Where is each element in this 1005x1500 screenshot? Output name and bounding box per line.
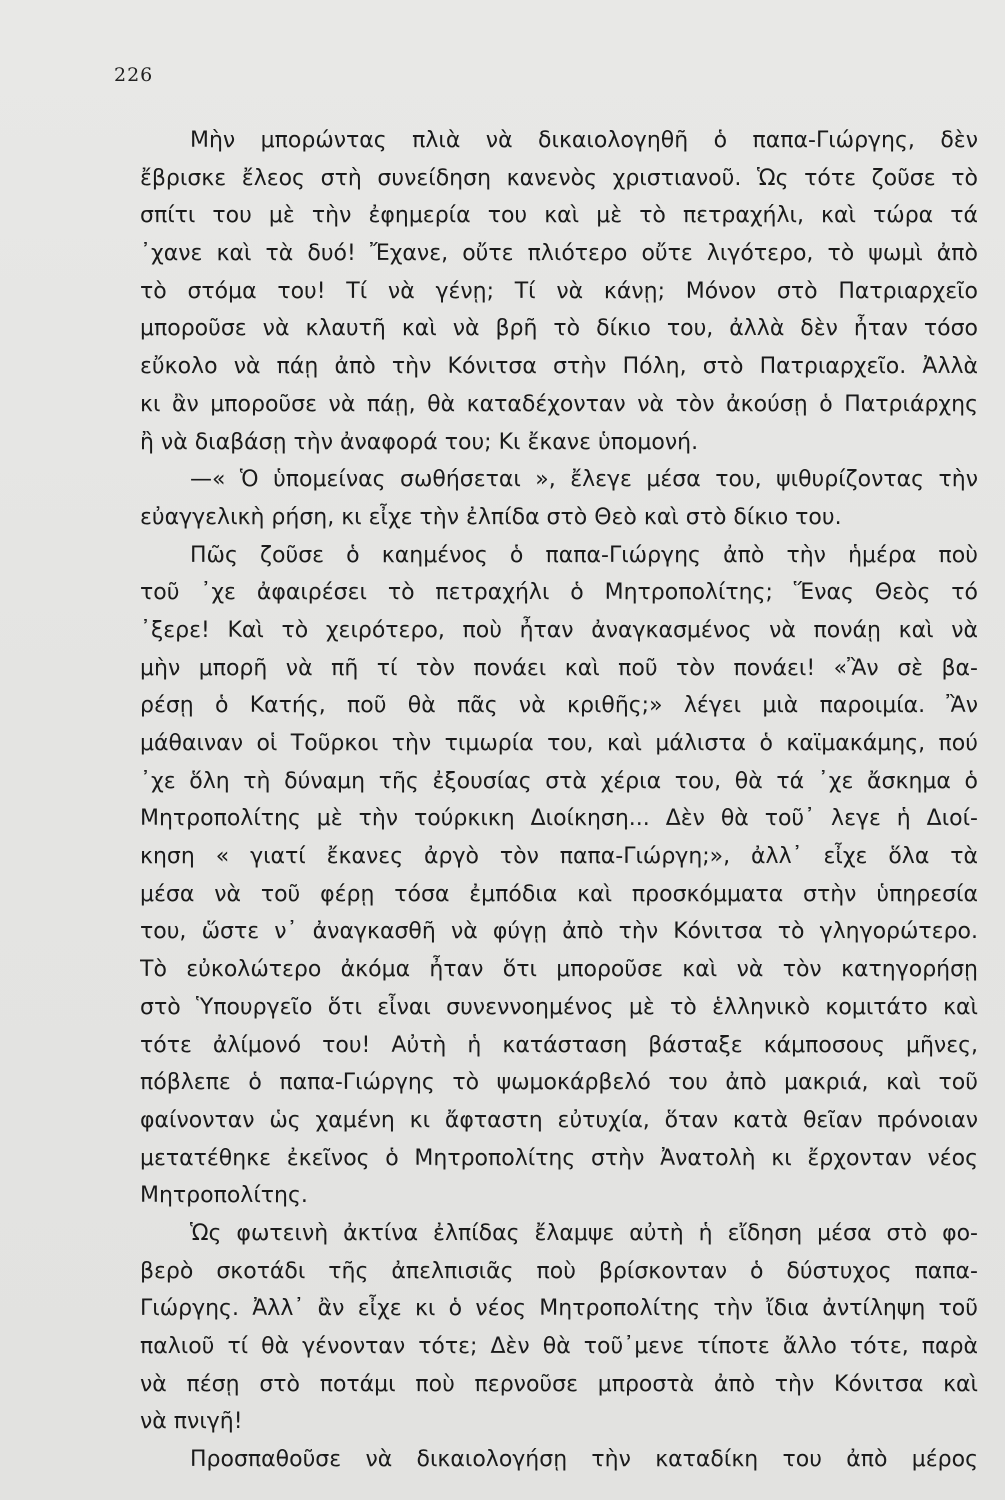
text-line: του, ὥστε ν᾽ ἀναγκασθῆ νὰ φύγῃ ἀπὸ τὴν Κόνιτσα τὸ γληγορώτερο. xyxy=(140,919,978,945)
text-line: φαίνονταν ὡς χαμένη κι ἄφταστη εὐτυχία, ὅταν κατὰ θεῖαν πρόνοιαν xyxy=(140,1107,978,1133)
text-line: μὴν μπορῆ νὰ πῆ τί τὸν πονάει καὶ ποῦ τὸν πονάει! «Ἂν σὲ βα- xyxy=(140,655,978,681)
text-line: μποροῦσε νὰ κλαυτῆ καὶ νὰ βρῆ τὸ δίκιο του, ἀλλὰ δὲν ἦταν τόσο xyxy=(140,316,978,342)
text-line: τοῦ ᾽χε ἀφαιρέσει τὸ πετραχήλι ὁ Μητροπολίτης; Ἕνας Θεὸς τό xyxy=(140,580,978,606)
text-line: μάθαιναν οἱ Τοῦρκοι τὴν τιμωρία του, καὶ μάλιστα ὁ καϊμακάμης, πού xyxy=(140,731,978,756)
text-line: —« Ὁ ὑπομείνας σωθήσεται », ἔλεγε μέσα του, ψιθυρίζοντας τὴν xyxy=(190,467,978,493)
text-line: ᾽χε ὅλη τὴ δύναμη τῆς ἐξουσίας στὰ χέρια του, θὰ τά ᾽χε ἄσκημα ὁ xyxy=(140,768,978,794)
text-line: στὸ Ὑπουργεῖο ὅτι εἶναι συνεννοημένος μὲ τὸ ἑλληνικὸ κομιτάτο καὶ xyxy=(140,994,978,1020)
text-line: Γιώργης. Ἀλλ᾽ ἂν εἶχε κι ὁ νέος Μητροπολίτης τὴν ἴδια ἀντίληψη τοῦ xyxy=(140,1296,978,1322)
text-line: Πῶς ζοῦσε ὁ καημένος ὁ παπα-Γιώργης ἀπὸ τὴν ἡμέρα ποὺ xyxy=(190,542,978,568)
text-line: Προσπαθοῦσε νὰ δικαιολογήσῃ τὴν καταδίκη του ἀπὸ μέρος xyxy=(190,1447,978,1473)
text-line: Ὡς φωτεινὴ ἀκτίνα ἐλπίδας ἔλαμψε αὐτὴ ἡ εἴδηση μέσα στὸ φο- xyxy=(190,1220,978,1246)
text-line: τότε ἀλίμονό του! Αὐτὴ ἡ κατάσταση βάσταξε κάμποσους μῆνες, xyxy=(140,1032,978,1058)
text-line: νὰ πνιγῆ! xyxy=(140,1409,243,1435)
text-line: Μὴν μπορώντας πλιὰ νὰ δικαιολογηθῆ ὁ παπα-Γιώργης, δὲν xyxy=(190,128,978,153)
text-line: κηση « γιατί ἔκανες ἀργὸ τὸν παπα-Γιώργη;», ἀλλ᾽ εἶχε ὅλα τὰ xyxy=(140,844,978,870)
text-line: βερὸ σκοτάδι τῆς ἀπελπισιᾶς ποὺ βρίσκονταν ὁ δύστυχος παπα- xyxy=(140,1258,978,1284)
text-line: Μητροπολίτης. xyxy=(140,1183,308,1209)
text-line: ἢ νὰ διαβάσῃ τὴν ἀναφορά του; Κι ἔκανε ὑπομονή. xyxy=(140,429,699,455)
text-line: Τὸ εὐκολώτερο ἀκόμα ἦταν ὅτι μποροῦσε καὶ νὰ τὸν κατηγορήσῃ xyxy=(140,957,978,983)
text-line: πόβλεπε ὁ παπα-Γιώργης τὸ ψωμοκάρβελό του ἀπὸ μακριά, καὶ τοῦ xyxy=(140,1070,978,1096)
text-line: παλιοῦ τί θὰ γένονταν τότε; Δὲν θὰ τοῦ᾽μενε τίποτε ἄλλο τότε, παρὰ xyxy=(140,1334,978,1359)
text-line: ᾽ξερε! Καὶ τὸ χειρότερο, ποὺ ἦταν ἀναγκασμένος νὰ πονάῃ καὶ νὰ xyxy=(140,617,978,643)
text-line: νὰ πέσῃ στὸ ποτάμι ποὺ περνοῦσε μπροστὰ ἀπὸ τὴν Κόνιτσα καὶ xyxy=(140,1371,978,1397)
text-line: μέσα νὰ τοῦ φέρῃ τόσα ἐμπόδια καὶ προσκόμματα στὴν ὑπηρεσία xyxy=(140,881,978,907)
text-line: ἔβρισκε ἔλεος στὴ συνείδηση κανενὸς χριστιανοῦ. Ὡς τότε ζοῦσε τὸ xyxy=(140,165,978,191)
text-line: εὔκολο νὰ πάῃ ἀπὸ τὴν Κόνιτσα στὴν Πόλη, στὸ Πατριαρχεῖο. Ἀλλὰ xyxy=(140,354,978,380)
text-line: σπίτι του μὲ τὴν ἐφημερία του καὶ μὲ τὸ πετραχήλι, καὶ τώρα τά xyxy=(140,203,978,229)
text-line: εὐαγγελικὴ ρήση, κι εἶχε τὴν ἐλπίδα στὸ Θεὸ καὶ στὸ δίκιο του. xyxy=(140,504,842,530)
body-text xyxy=(140,122,978,1479)
text-line: κι ἂν μποροῦσε νὰ πάῃ, θὰ καταδέχονταν νὰ τὸν ἀκούσῃ ὁ Πατριάρχης xyxy=(140,391,978,417)
text-line: μετατέθηκε ἐκεῖνος ὁ Μητροπολίτης στὴν Ἀνατολὴ κι ἔρχονταν νέος xyxy=(140,1145,978,1171)
text-line: τὸ στόμα του! Τί νὰ γένῃ; Τί νὰ κάνῃ; Μόνον στὸ Πατριαρχεῖο xyxy=(140,278,978,304)
page-number: 226 xyxy=(114,64,154,86)
text-line: ᾽χανε καὶ τὰ δυό! Ἔχανε, οὔτε πλιότερο οὔτε λιγότερο, τὸ ψωμὶ ἀπὸ xyxy=(140,241,978,267)
text-line: ρέσῃ ὁ Κατής, ποῦ θὰ πᾶς νὰ κριθῆς;» λέγει μιὰ παροιμία. Ἂν xyxy=(140,693,978,719)
text-line: Μητροπολίτης μὲ τὴν τούρκικη Διοίκηση... Δὲν θὰ τοῦ᾽ λεγε ἡ Διοί- xyxy=(140,806,978,832)
